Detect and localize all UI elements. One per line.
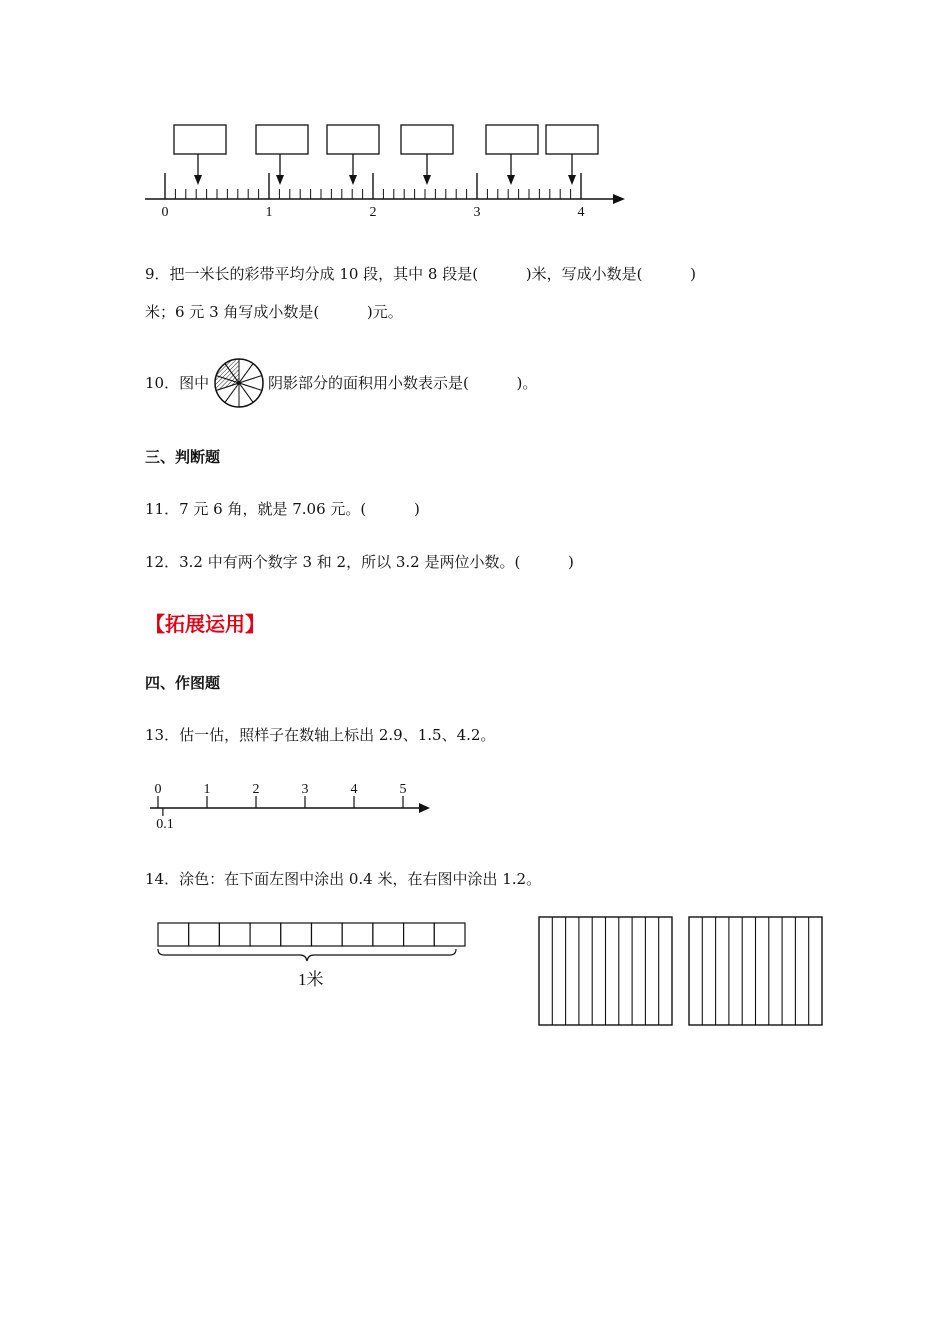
pointer-arrowhead bbox=[507, 175, 515, 185]
q9-line2: 米；6 元 3 角写成小数是( )元。 bbox=[145, 303, 403, 321]
tick-label: 4 bbox=[577, 205, 585, 220]
tick-label: 2 bbox=[252, 782, 260, 797]
strip-cell[interactable] bbox=[312, 923, 343, 946]
q14-text: 14．涂色：在下面左图中涂出 0.4 米，在右图中涂出 1.2。 bbox=[145, 870, 542, 888]
answer-box[interactable] bbox=[256, 125, 308, 154]
tenths-square-right[interactable] bbox=[689, 917, 822, 1025]
axis-arrowhead bbox=[419, 803, 430, 813]
tick-label: 5 bbox=[399, 782, 407, 797]
strip-cell[interactable] bbox=[342, 923, 373, 946]
answer-box[interactable] bbox=[486, 125, 538, 154]
section3-title: 三、判断题 bbox=[145, 448, 221, 466]
q13-labels bbox=[155, 782, 407, 832]
answer-boxes bbox=[174, 125, 598, 185]
pointer-arrowhead bbox=[194, 175, 202, 185]
axis-arrowhead bbox=[613, 194, 625, 204]
number-line-axis bbox=[145, 173, 625, 204]
pointer-arrowhead bbox=[276, 175, 284, 185]
section4-title: 四、作图题 bbox=[145, 674, 221, 692]
tick-label: 3 bbox=[473, 205, 481, 220]
q11-text: 11．7 元 6 角，就是 7.06 元。( ) bbox=[145, 500, 420, 518]
answer-box[interactable] bbox=[546, 125, 598, 154]
strip-cells[interactable] bbox=[158, 923, 465, 946]
strip-cell[interactable] bbox=[250, 923, 281, 946]
sample-label: 0.1 bbox=[156, 817, 174, 832]
tick-label: 2 bbox=[369, 205, 377, 220]
tick-label: 0 bbox=[154, 782, 162, 797]
strip-label: 1米 bbox=[298, 970, 324, 989]
answer-box[interactable] bbox=[327, 125, 379, 154]
pointer-arrowhead bbox=[349, 175, 357, 185]
brace bbox=[158, 949, 456, 961]
strip-cell[interactable] bbox=[281, 923, 312, 946]
pointer-arrowhead bbox=[423, 175, 431, 185]
strip-cell[interactable] bbox=[189, 923, 220, 946]
q13-number-line-figure bbox=[145, 773, 445, 833]
number-line-labels bbox=[162, 205, 585, 220]
tick-label: 4 bbox=[350, 782, 358, 797]
answer-box[interactable] bbox=[174, 125, 226, 154]
shaded-circle-figure bbox=[213, 357, 265, 409]
tick-label: 1 bbox=[203, 782, 211, 797]
strip-cell[interactable] bbox=[434, 923, 465, 946]
q9-line1: 9．把一米长的彩带平均分成 10 段，其中 8 段是( )米，写成小数是( ) bbox=[145, 265, 697, 283]
q12-text: 12．3.2 中有两个数字 3 和 2，所以 3.2 是两位小数。( ) bbox=[145, 553, 574, 571]
answer-box[interactable] bbox=[401, 125, 453, 154]
extension-heading: 【拓展运用】 bbox=[145, 612, 265, 636]
tick-label: 1 bbox=[265, 205, 273, 220]
top-number-line-figure bbox=[130, 115, 640, 225]
q13-text: 13．估一估，照样子在数轴上标出 2.9、1.5、4.2。 bbox=[145, 726, 496, 744]
q10-prefix: 10．图中 bbox=[145, 374, 210, 392]
tick-label: 0 bbox=[161, 205, 169, 220]
strip-cell[interactable] bbox=[219, 923, 250, 946]
tick-label: 3 bbox=[301, 782, 309, 797]
pointer-arrowhead bbox=[568, 175, 576, 185]
strip-cell[interactable] bbox=[404, 923, 435, 946]
tenths-squares-figure bbox=[535, 913, 830, 1031]
strip-cell[interactable] bbox=[373, 923, 404, 946]
q13-axis bbox=[150, 796, 430, 816]
strip-cell[interactable] bbox=[158, 923, 189, 946]
q10-suffix: 阴影部分的面积用小数表示是( )。 bbox=[268, 374, 538, 392]
tenths-square-left[interactable] bbox=[539, 917, 672, 1025]
